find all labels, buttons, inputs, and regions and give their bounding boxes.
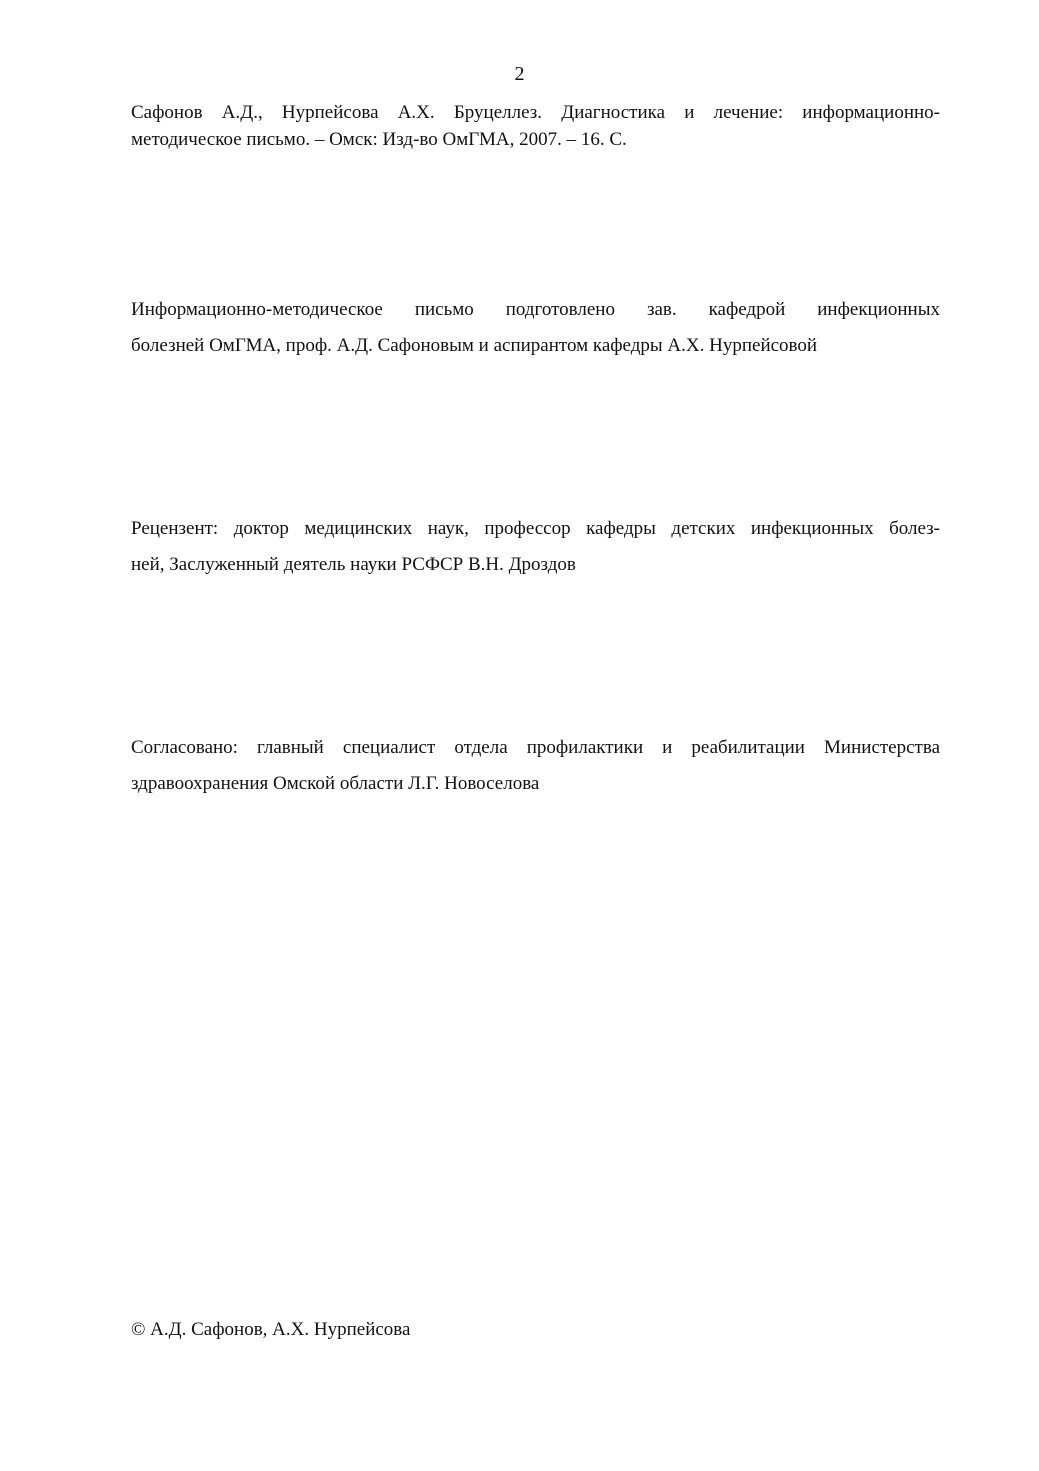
- prepared-line-2: болезней ОмГМА, проф. А.Д. Сафоновым и аспирантом кафедры А.Х. Нурпейсовой: [131, 335, 818, 356]
- copyright-notice: © А.Д. Сафонов, А.Х. Нурпейсова: [131, 1319, 411, 1340]
- citation-line-2: методическое письмо. – Омск: Изд-во ОмГМА, 2007. – 16. С.: [131, 129, 627, 150]
- citation-line-1: Сафонов А.Д., Нурпейсова А.Х. Бруцеллез. Диагностика и лечение: информационно-: [131, 102, 940, 123]
- prepared-line-1: Информационно-методическое письмо подготовлено зав. кафедрой инфекционных: [131, 299, 940, 320]
- reviewer-paragraph: [131, 511, 940, 583]
- approved-line-2: здравоохранения Омской области Л.Г. Новоселова: [131, 773, 540, 794]
- reviewer-line-1: Рецензент: доктор медицинских наук, профессор кафедры детских инфекционных болез-: [131, 518, 940, 539]
- prepared-by-paragraph: [131, 292, 940, 364]
- reviewer-line-2: ней, Заслуженный деятель науки РСФСР В.Н. Дроздов: [131, 554, 576, 575]
- bibliographic-citation: [131, 99, 940, 153]
- approval-paragraph: [131, 730, 940, 802]
- page-number: 2: [514, 63, 525, 85]
- approved-line-1: Согласовано: главный специалист отдела профилактики и реабилитации Министерства: [131, 737, 940, 758]
